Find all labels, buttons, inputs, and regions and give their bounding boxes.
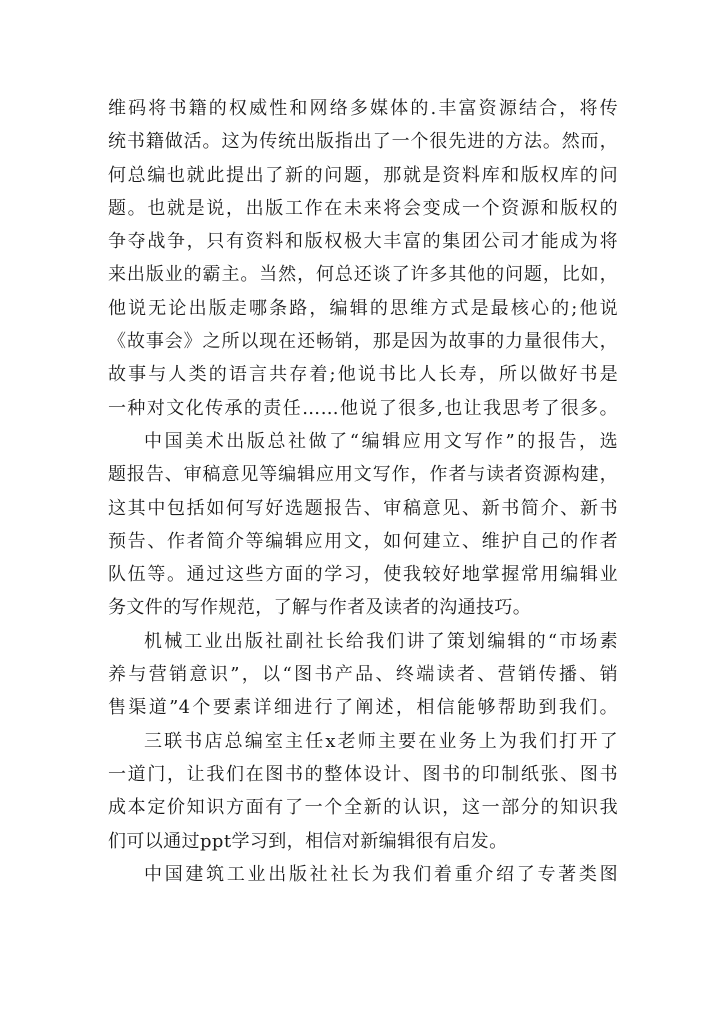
paragraph-first-line: 中国建筑工业出版社社长为我们着重介绍了专著类图 [144, 863, 618, 885]
text-line: 队伍等。通过这些方面的学习，使我较好地掌握常用编辑业 [108, 564, 618, 586]
text-line: 售渠道”4个要素详细进行了阐述，相信能够帮助到我们。 [108, 697, 618, 719]
paragraph-first-line: 中国美术出版总社做了“编辑应用文写作”的报告，选 [144, 430, 618, 452]
paragraph-first-line: 三联书店总编室主任x老师主要在业务上为我们打开了 [144, 730, 618, 752]
text-line: 他说无论出版走哪条路，编辑的思维方式是最核心的;他说 [108, 297, 618, 319]
text-line: 务文件的写作规范，了解与作者及读者的沟通技巧。 [108, 597, 532, 619]
text-line: 一道门，让我们在图书的整体设计、图书的印制纸张、图书 [108, 763, 618, 785]
text-line: 这其中包括如何写好选题报告、审稿意见、新书简介、新书 [108, 497, 618, 519]
text-line: 养与营销意识”，以“图书产品、终端读者、营销传播、销 [108, 664, 618, 686]
text-line: 故事与人类的语言共存着;他说书比人长寿，所以做好书是 [108, 364, 618, 386]
text-line: 统书籍做活。这为传统出版指出了一个很先进的方法。然而， [108, 131, 618, 153]
text-line: 们可以通过ppt学习到，相信对新编辑很有启发。 [108, 830, 508, 852]
text-line: 来出版业的霸主。当然，何总还谈了许多其他的问题，比如， [108, 264, 618, 286]
text-line: 预告、作者简介等编辑应用文，如何建立、维护自己的作者 [108, 530, 618, 552]
text-line: 题。也就是说，出版工作在未来将会变成一个资源和版权的 [108, 197, 618, 219]
paragraph-first-line: 机械工业出版社副社长给我们讲了策划编辑的“市场素 [144, 630, 618, 652]
text-line: 何总编也就此提出了新的问题，那就是资料库和版权库的问 [108, 164, 618, 186]
text-line: 争夺战争，只有资料和版权极大丰富的集团公司才能成为将 [108, 231, 618, 253]
text-line: 成本定价知识方面有了一个全新的认识，这一部分的知识我 [108, 797, 618, 819]
text-line: 一种对文化传承的责任……他说了很多,也让我思考了很多。 [108, 397, 618, 419]
text-line: 题报告、审稿意见等编辑应用文写作，作者与读者资源构建， [108, 464, 618, 486]
text-line: 《故事会》之所以现在还畅销，那是因为故事的力量很伟大， [108, 331, 618, 353]
text-line: 维码将书籍的权威性和网络多媒体的.丰富资源结合，将传 [108, 98, 618, 119]
body-text [108, 92, 618, 891]
